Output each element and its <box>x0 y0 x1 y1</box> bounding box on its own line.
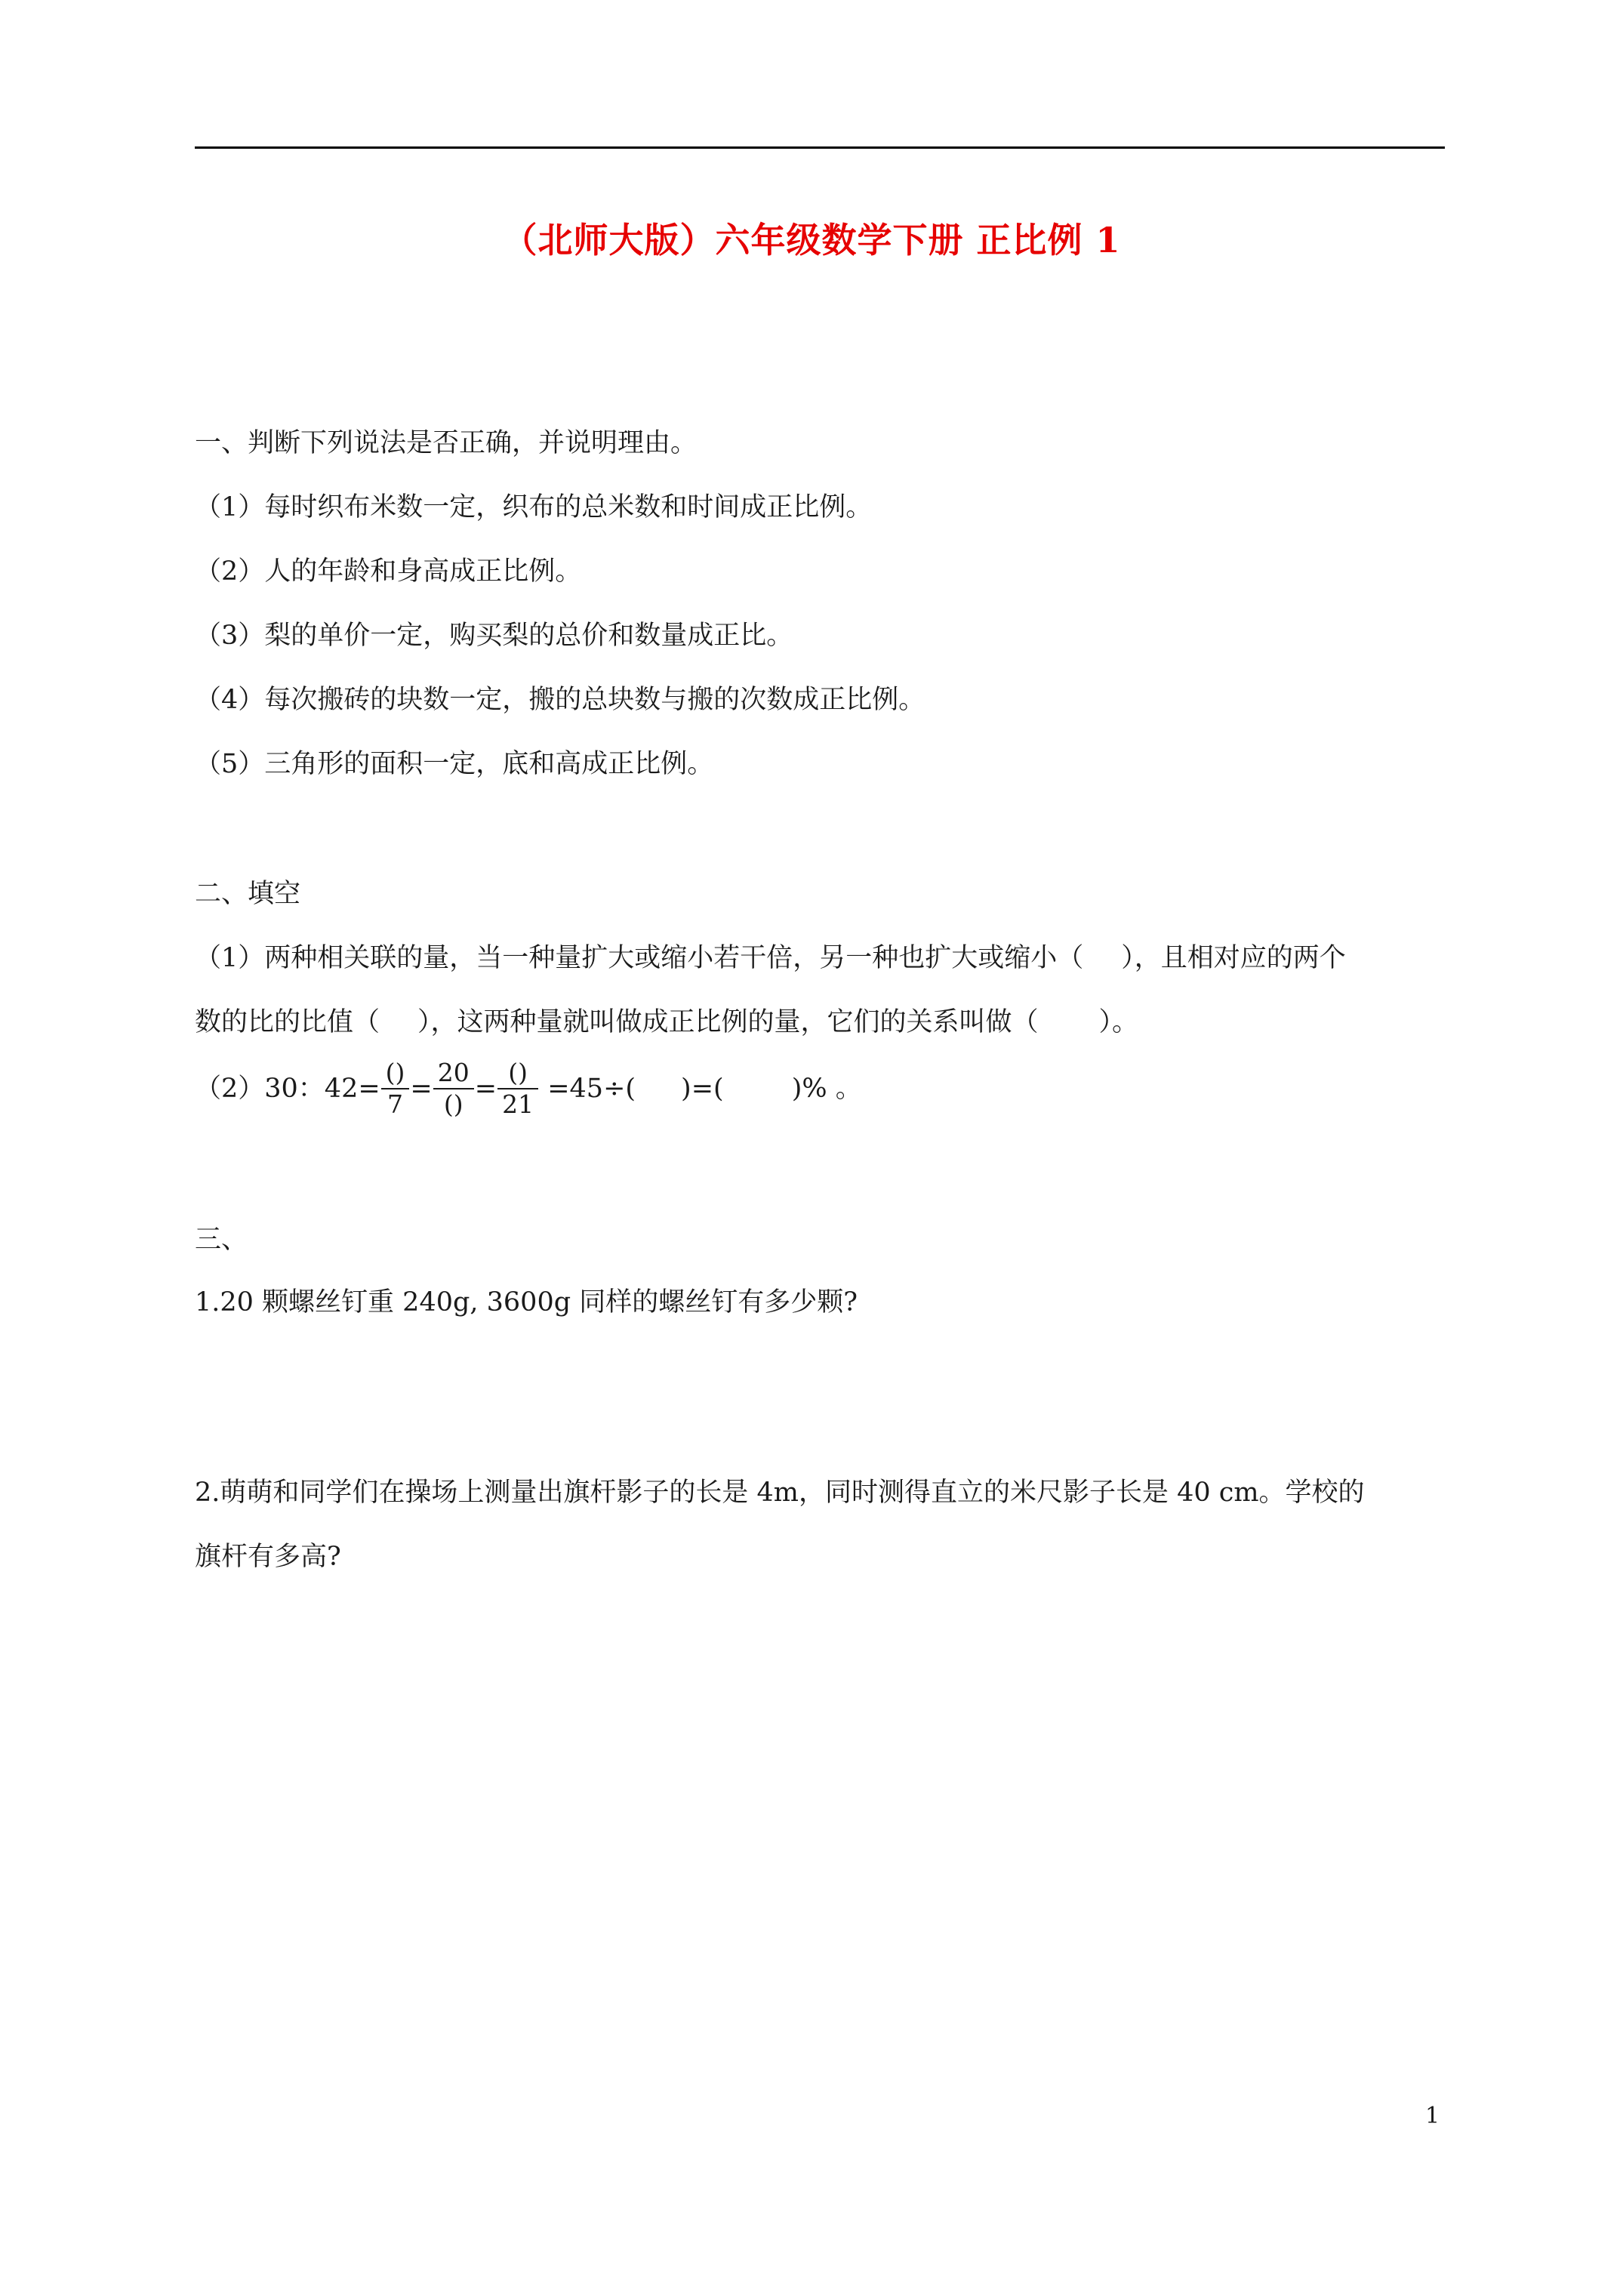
q2-suffix-a: =45÷( <box>539 1074 636 1104</box>
section2-question-1-line-2 <box>195 1006 1138 1039</box>
section1-item-3: （3）梨的单价一定，购买梨的总价和数量成正比。 <box>195 621 793 651</box>
fraction-1-numerator: () <box>381 1058 410 1089</box>
section1-item-1: （1）每时织布米数一定，织布的总米数和时间成正比例。 <box>195 492 873 522</box>
fraction-3-denominator: 21 <box>502 1089 534 1119</box>
q2-suffix-b: )=( <box>681 1074 724 1104</box>
q1-text-b: ），且相对应的两个 <box>1121 943 1346 973</box>
fraction-1-denominator: 7 <box>387 1089 404 1119</box>
q2-suffix-c: )% 。 <box>791 1074 862 1104</box>
section1-heading: 一、判断下列说法是否正确，并说明理由。 <box>195 428 698 458</box>
section1-item-2: （2）人的年龄和身高成正比例。 <box>195 556 582 587</box>
section1-item-5: （5）三角形的面积一定，底和高成正比例。 <box>195 749 714 779</box>
fraction-1 <box>381 1058 410 1120</box>
fraction-3 <box>497 1058 538 1120</box>
header-rule <box>195 146 1445 149</box>
section2-heading: 二、填空 <box>195 879 301 909</box>
equals-sign: = <box>474 1074 497 1104</box>
fraction-2 <box>433 1058 474 1120</box>
fraction-2-numerator: 20 <box>433 1058 474 1089</box>
q2-prefix: （2）30：42= <box>195 1074 380 1104</box>
page-title: （北师大版）六年级数学下册 正比例 1 <box>502 220 1121 260</box>
section3-question-2-line-2: 旗杆有多高? <box>195 1542 341 1572</box>
equals-sign: = <box>410 1074 433 1104</box>
q1-text-d: ），这两种量就叫做成正比例的量，它们的关系叫做（ <box>417 1007 1039 1037</box>
section1-item-4: （4）每次搬砖的块数一定，搬的总块数与搬的次数成正比例。 <box>195 685 925 715</box>
fraction-3-numerator: () <box>497 1058 538 1089</box>
section3-question-2-line-1: 2.萌萌和同学们在操场上测量出旗杆影子的长是 4m，同时测得直立的米尺影子长是 40 cm。学校的 <box>195 1478 1365 1508</box>
section2-question-2 <box>195 1059 862 1121</box>
q1-text-a: （1）两种相关联的量，当一种量扩大或缩小若干倍，另一种也扩大或缩小（ <box>195 943 1084 973</box>
q1-text-e: ）。 <box>1098 1007 1139 1037</box>
q1-text-c: 数的比的比值（ <box>195 1007 380 1037</box>
fraction-2-denominator: () <box>443 1089 463 1119</box>
section2-question-1-line-1 <box>195 942 1346 975</box>
section3-question-1: 1.20 颗螺丝钉重 240g, 3600g 同样的螺丝钉有多少颗? <box>195 1287 858 1318</box>
section3-heading: 三、 <box>195 1225 248 1255</box>
page-number: 1 <box>1425 2103 1440 2129</box>
